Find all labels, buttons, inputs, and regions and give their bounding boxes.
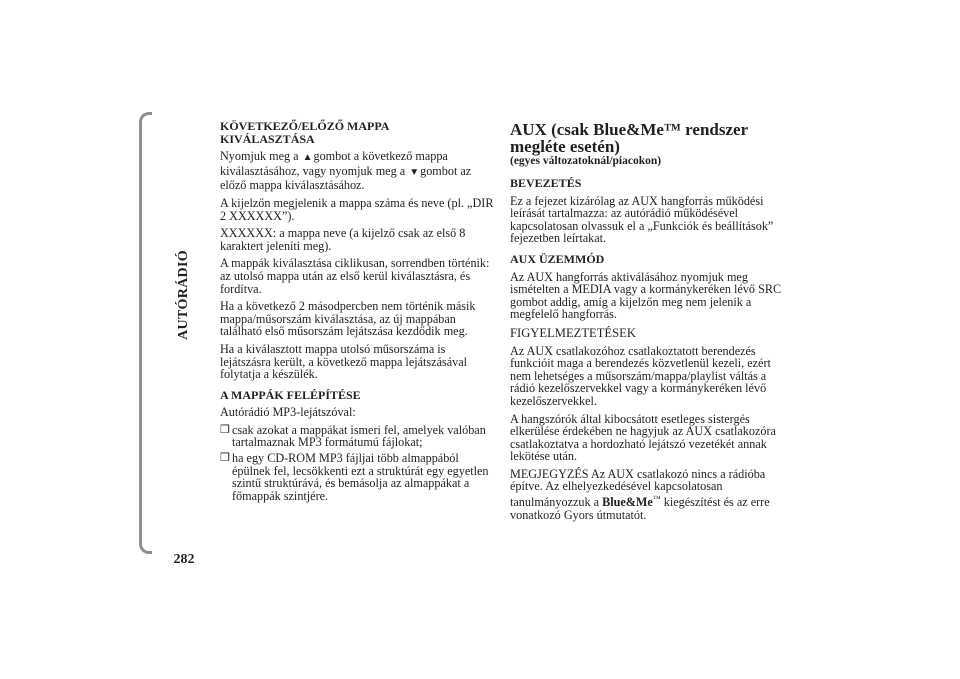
paragraph-mp3-player: Autórádió MP3-lejátszóval:	[220, 405, 356, 420]
list-item	[220, 424, 496, 449]
up-arrow-icon: ▲	[302, 152, 313, 164]
heading-next-prev-folder-line2: KIVÁLASZTÁSA	[220, 131, 315, 146]
paragraph-aux-mode: Az AUX hangforrás aktiválásához nyomjuk meg ismételten a MEDIA vagy a kormánykeréken lévő SRC gombot addig, amíg a kijelzőn meg nem jelenik a megfelelő hangforrás.	[510, 269, 782, 322]
heading-folder-structure: A MAPPÁK FELÉPÍTÉSE	[220, 387, 361, 402]
section-title-vertical: AUTÓRÁDIÓ	[176, 250, 191, 340]
bullet-box-icon: ❒	[220, 423, 230, 436]
paragraph-introduction: Ez a fejezet kizárólag az AUX hangforrás működési leírását tartalmazza: az autórádió működésével kapcsolatosan olvassuk el a „Funkciók és beállítások” fejezetben leírtakat.	[510, 193, 774, 246]
text: gombot az	[420, 163, 472, 178]
bullet-box-icon: ❒	[220, 452, 230, 465]
paragraph-display-folder: A kijelzőn megjelenik a mappa száma és neve (pl. „DIR 2 XXXXXX”).	[220, 195, 494, 223]
down-arrow-icon: ▼	[409, 166, 420, 178]
left-column	[220, 120, 496, 505]
right-column	[510, 121, 792, 526]
text: Nyomjuk meg a	[220, 149, 299, 164]
paragraph-folder-buttons	[220, 150, 496, 192]
heading-warnings: FIGYELMEZTETÉSEK	[510, 325, 636, 340]
heading-aux-mode: AUX ÜZEMMÓD	[510, 251, 605, 266]
list-item-text: ha egy CD-ROM MP3 fájljai több almappából épülnek fel, lecsökkenti ezt a struktúrát egy egyetlen szintű struktúrává, és bemásolja az almappákat a főmappák szintjére.	[232, 451, 489, 503]
paragraph-playback-start: Ha a következő 2 másodpercben nem történik másik mappa/műsorszám kiválasztása, az új mappában található első műsorszám lejátszása kezdődik meg.	[220, 299, 476, 339]
paragraph-continue-next: Ha a kiválasztott mappa utolsó műsorszáma is lejátszásra került, a következő mappa lejátszásával folytatja a készülék.	[220, 341, 468, 382]
text: Blue&Me	[602, 495, 653, 510]
page-number: 282	[173, 552, 195, 567]
text: MEGJEGYZÉS Az AUX csatlakozó nincs a rádióba építve. Az elhelyezkedésével kapcsolatosan tanulmányozzuk a	[510, 466, 766, 510]
paragraph-cyclic-selection: A mappák kiválasztása ciklikusan, sorrendben történik: az utolsó mappa után az első kerül kiválasztásra, és fordítva.	[220, 256, 490, 296]
paragraph-folder-name: XXXXXX: a mappa neve (a kijelző csak az első 8 karaktert jeleníti meg).	[220, 226, 466, 253]
text: kiegészítést és az erre vonatkozó Gyors útmutatót.	[510, 495, 770, 522]
heading-introduction: BEVEZETÉS	[510, 176, 582, 190]
paragraph-note	[510, 468, 792, 521]
aux-section-subtitle: (egyes változatoknál/piacokon)	[510, 155, 662, 167]
text: előző mappa kiválasztásához.	[220, 178, 365, 193]
paragraph-warning-2: A hangszórók által kibocsátott esetleges sistergés elkerülése érdekében ne hagyjuk az AUX csatlakozóra csatlakoztatva a hordozható lejátszó vezetékét annak lekötése után.	[510, 411, 776, 464]
paragraph-warning-1: Az AUX csatlakozóhoz csatlakoztatott berendezés funkcióit maga a berendezés közvetlenül kezeli, ezért nem lehetséges a műsorszám/mappa/playlist váltás a rádió kezelőszervekkel vagy a kormánykeréken lévő kezelőszervekkel.	[510, 343, 771, 408]
text: gombot a következő mappa	[313, 149, 448, 164]
page-sidebar-bracket	[139, 112, 152, 554]
aux-section-title: AUX (csak Blue&Me™ rendszer megléte esetén)	[510, 120, 748, 156]
list-item-text: csak azokat a mappákat ismeri fel, amelyek valóban tartalmaznak MP3 formátumú fájlokat;	[232, 422, 486, 450]
trademark-sign: ™	[652, 494, 661, 504]
heading-next-prev-folder: KÖVETKEZŐ/ELŐZŐ MAPPA	[220, 119, 390, 133]
text: kiválasztásához, vagy nyomjuk meg a	[220, 163, 406, 178]
list-item	[220, 452, 496, 502]
